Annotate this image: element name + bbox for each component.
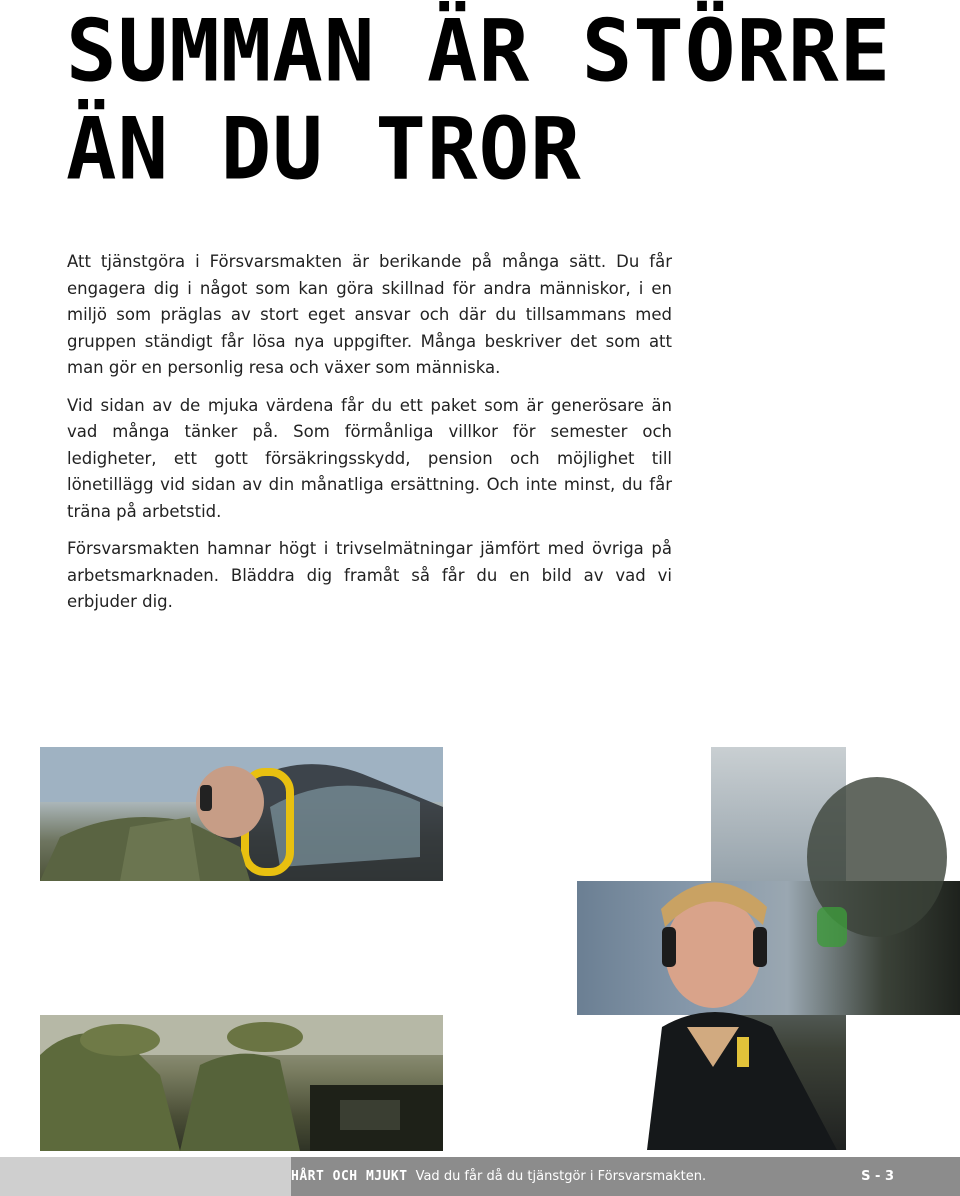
paragraph-1: Att tjänstgöra i Försvarsmakten är berikande på många sätt. Du får engagera dig i något som kan göra skillnad för andra människor, i en miljö som präglas av stort eget ansvar och där du tillsammans med gruppen ständigt får lösa nya uppgifter. Många beskriver det som att man gör en personlig resa och växer som människa. [67, 252, 672, 377]
photo-pilot-cockpit [40, 747, 443, 881]
paragraph-2: Vid sidan av de mjuka värdena får du ett paket som är generösare än vad många tänker på. Som förmånliga villkor för semester och ledigheter, ett gott försäkringsskydd, pension och möjlighet till lönetillägg vid sidan av din månatliga ersättning. Och inte minst, du får träna på arbetstid. [67, 395, 672, 521]
page-number: S - 3 [861, 1169, 894, 1184]
footer-text: Vad du får då du tjänstgör i Försvarsmakten. [415, 1169, 707, 1184]
title-line-1: SUMMAN ÄR STÖRRE [66, 0, 892, 101]
footer-bar [0, 1157, 960, 1196]
photo-woman-headset [577, 747, 960, 1150]
photo-pilot-illustration [40, 747, 443, 881]
body-text [67, 249, 672, 627]
title-line-2: ÄN DU TROR [66, 98, 582, 199]
footer-inner [291, 1157, 960, 1196]
photo-soldiers-equipment [40, 1015, 443, 1151]
footer-label: HÅRT OCH MJUKT [291, 1169, 408, 1184]
paragraph-3: Försvarsmakten hamnar högt i trivselmätningar jämfört med övriga på arbetsmarknaden. Bläddra dig framåt så får du en bild av vad vi erbjuder dig. [67, 539, 672, 611]
page-title [66, 2, 891, 198]
photo-soldiers-illustration [40, 1015, 443, 1151]
